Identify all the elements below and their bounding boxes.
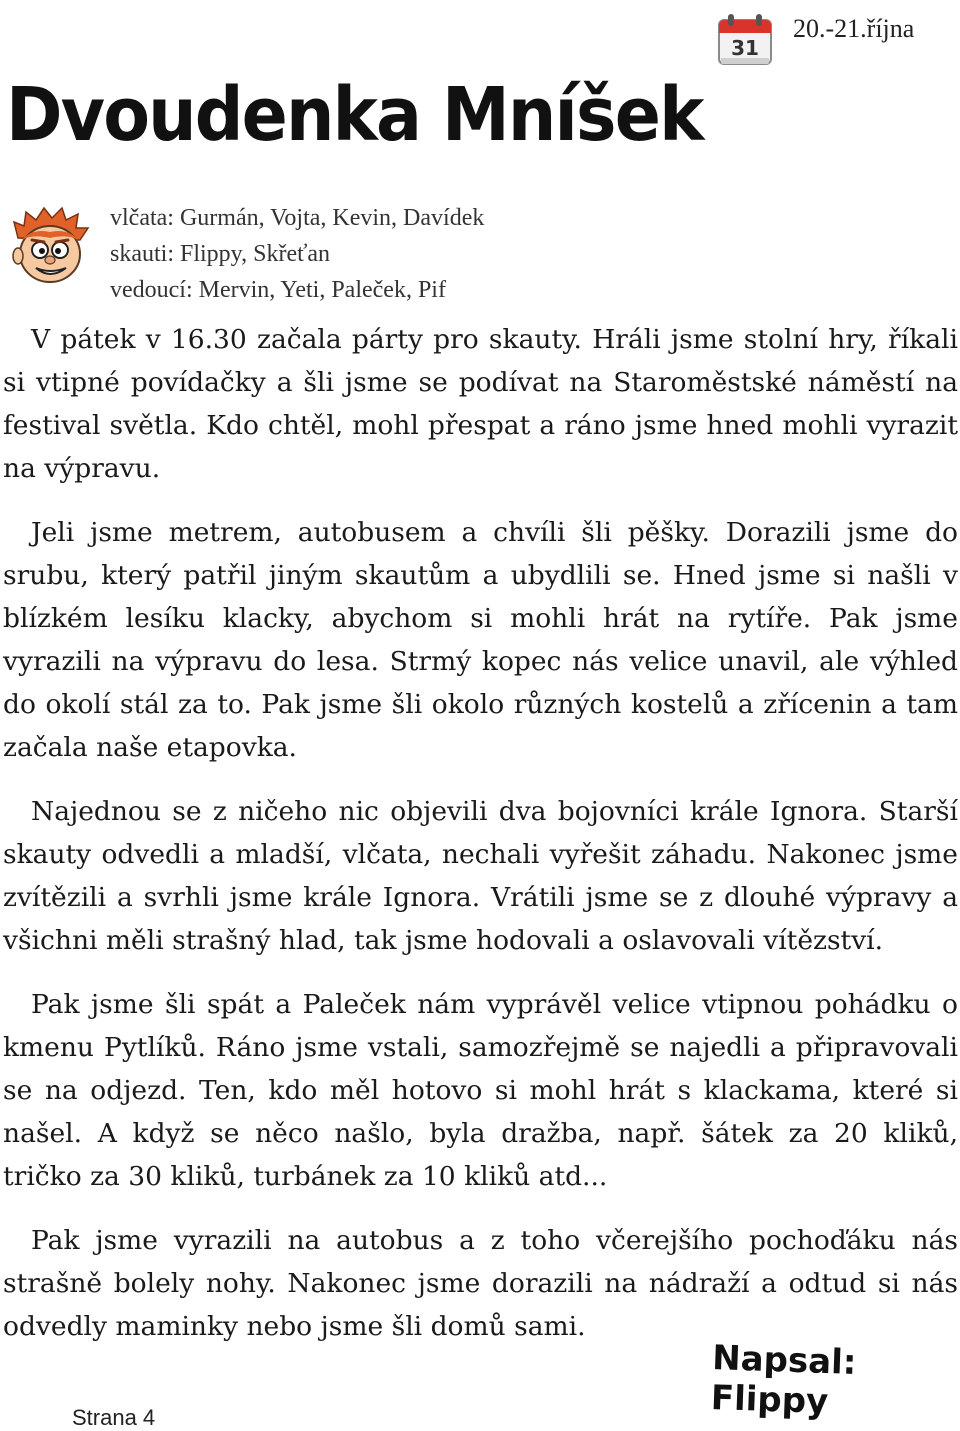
paragraph-2: Jeli jsme metrem, autobusem a chvíli šli pěšky. Dorazili jsme do srubu, který patřil jiným skautům a ubydlili se. Hned jsme si našli v blízkém lesíku klacky, abychom si mohli hrát na rytíře. Pak jsme vyrazili na výpravu do lesa. Strmý kopec nás velice unavil, ale výhled do okolí stál za to. Pak jsme šli okolo různých kostelů a zřícenin a tam začala naše etapovka. <box>3 517 958 763</box>
page-number: Strana 4 <box>72 1405 156 1430</box>
cartoon-boy-face-icon <box>8 204 92 288</box>
paragraph-1: V pátek v 16.30 začala párty pro skauty. Hráli jsme stolní hry, říkali si vtipné povídačky a šli jsme se podívat na Staroměstské náměstí na festival světla. Kdo chtěl, mohl přespat a ráno jsme hned mohli vyrazit na výpravu. <box>3 324 958 484</box>
article-body <box>3 318 958 1369</box>
calendar-day-number: 31 <box>731 36 759 60</box>
author-signature: Napsal: Flippy <box>710 1338 858 1423</box>
roster-scouts: skauti: Flippy, Skřeťan <box>110 241 331 267</box>
calendar-icon <box>716 12 774 68</box>
article-title: Dvoudenka Mníšek <box>6 72 703 158</box>
event-date-range: 20.-21.října <box>793 14 915 43</box>
roster-leaders: vedoucí: Mervin, Yeti, Paleček, Pif <box>110 277 446 303</box>
paragraph-3: Najednou se z ničeho nic objevili dva bojovníci krále Ignora. Starší skauty odvedli a mladší, vlčata, nechali vyřešit záhadu. Nakonec jsme zvítězili a svrhli jsme krále Ignora. Vrátili jsme se z dlouhé výpravy a všichni měli strašný hlad, tak jsme hodovali a oslavovali vítězství. <box>3 796 958 956</box>
paragraph-5: Pak jsme vyrazili na autobus a z toho včerejšího pochoďáku nás strašně bolely nohy. Nakonec jsme dorazili na nádraží a odtud si nás odvedly maminky nebo jsme šli domů sami. <box>3 1225 958 1342</box>
participants-list <box>110 200 484 308</box>
roster-cubs: vlčata: Gurmán, Vojta, Kevin, Davídek <box>110 205 485 231</box>
paragraph-4: Pak jsme šli spát a Paleček nám vyprávěl velice vtipnou pohádku o kmenu Pytlíků. Ráno jsme vstali, samozřejmě se najedli a připravovali se na odjezd. Ten, kdo měl hotovo si mohl hrát s klackama, které si našel. A když se něco našlo, byla dražba, např. šátek za 20 kliků, tričko za 30 kliků, turbánek za 10 kliků atd... <box>3 989 958 1192</box>
